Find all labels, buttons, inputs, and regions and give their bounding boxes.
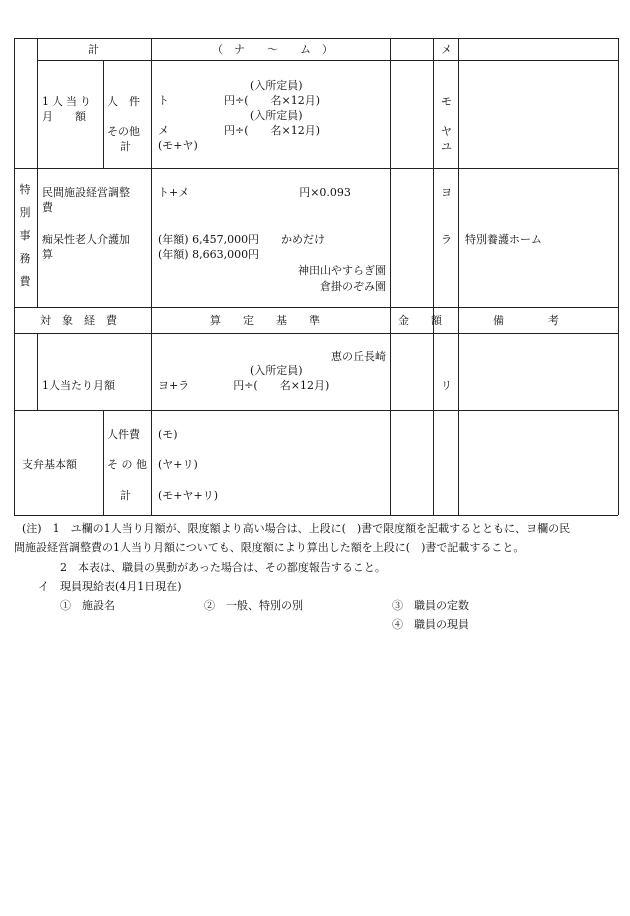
- header-amount: 金 額: [398, 314, 442, 327]
- dementia-code: ラ: [441, 233, 452, 246]
- monthly-code: リ: [441, 379, 452, 392]
- total-row-code: メ: [441, 43, 452, 56]
- dementia-item-line2: 算: [42, 248, 53, 261]
- table-rule: [458, 38, 459, 515]
- personnel-label: 人 件: [107, 95, 140, 108]
- per-capita-label-line1: 1人当り: [42, 95, 94, 108]
- list-item-facility-name: ① 施設名: [60, 599, 115, 612]
- total-row-label: 計: [88, 43, 99, 56]
- adjustment-code: ヨ: [441, 186, 452, 199]
- table-rule: [103, 410, 104, 515]
- enroll-capacity-1: (入所定員): [250, 79, 303, 92]
- table-rule: [14, 410, 618, 411]
- basic-total-formula: (モ+ヤ+リ): [158, 489, 219, 502]
- list-item-staff-current: ④ 職員の現員: [392, 618, 469, 631]
- per-capita-formula-1: ト 円÷( 名×12月): [158, 94, 321, 107]
- monthly-label: 1人当たり月額: [42, 379, 115, 392]
- adjustment-item-line1: 民間施設経営調整: [42, 186, 130, 199]
- monthly-facility: 恵の丘長崎: [331, 350, 386, 363]
- table-rule: [103, 60, 104, 168]
- basic-other-label: そ の 他: [107, 458, 147, 471]
- table-rule: [390, 38, 391, 515]
- table-rule: [14, 38, 618, 39]
- dementia-facility-2: 倉掛のぞみ園: [320, 280, 386, 293]
- special-section-label: 特 別 事 務 費: [19, 183, 31, 288]
- per-capita-formula-3: (モ+ヤ): [158, 139, 198, 152]
- per-capita-formula-2: メ 円÷( 名×12月): [158, 124, 321, 137]
- table-rule: [14, 307, 618, 308]
- basic-personnel-formula: (モ): [158, 428, 178, 441]
- monthly-enroll-capacity: (入所定員): [250, 364, 303, 377]
- table-rule: [14, 515, 618, 516]
- table-rule: [37, 168, 38, 307]
- other-label-line1: その他: [107, 125, 140, 138]
- table-rule: [37, 60, 618, 61]
- table-rule: [14, 333, 618, 334]
- basic-other-formula: (ヤ+リ): [158, 458, 198, 471]
- table-rule: [618, 38, 619, 515]
- list-item-staff-quota: ③ 職員の定数: [392, 599, 469, 612]
- other-label-line2: 計: [120, 140, 131, 153]
- table-rule: [14, 38, 15, 515]
- section-title: イ 現員現給表(4月1日現在): [38, 580, 182, 593]
- monthly-formula: ヨ+ラ 円÷( 名×12月): [158, 379, 330, 392]
- basic-personnel-label: 人件費: [107, 428, 140, 441]
- total-row-formula: （ ナ ～ ム ）: [212, 43, 333, 56]
- table-rule: [37, 38, 38, 168]
- table-rule: [14, 168, 618, 169]
- header-calculation-basis: 算 定 基 準: [210, 314, 320, 327]
- header-target-expense: 対 象 経 費: [40, 314, 117, 327]
- note-1-line1: (注) 1 ユ欄の1人当り月額が、限度額より高い場合は、上段に( )書で限度額を記載するとともに、ヨ欄の民: [22, 522, 571, 535]
- enroll-capacity-2: (入所定員): [250, 109, 303, 122]
- dementia-item-line1: 痴呆性老人介護加: [42, 233, 130, 246]
- note-2: 2 本表は、職員の異動があった場合は、その都度報告すること。: [60, 561, 386, 574]
- basic-total-label: 計: [120, 489, 131, 502]
- basic-amount-label: 支弁基本額: [22, 458, 77, 471]
- table-rule: [37, 333, 38, 410]
- table-rule: [433, 38, 434, 515]
- list-item-general-special: ② 一般、特別の別: [204, 599, 303, 612]
- per-capita-code-1: モ: [441, 95, 452, 108]
- per-capita-code-3: ユ: [441, 140, 452, 153]
- per-capita-code-2: ヤ: [441, 125, 452, 138]
- dementia-formula-1: (年額) 6,457,000円 かめだけ: [158, 233, 326, 246]
- dementia-facility-1: 神田山やすらぎ園: [298, 264, 386, 277]
- per-capita-label-line2: 月 額: [42, 110, 86, 123]
- adjustment-item-line2: 費: [42, 201, 53, 214]
- dementia-note: 特別養護ホーム: [465, 233, 542, 246]
- table-rule: [151, 38, 152, 515]
- header-remarks: 備 考: [493, 314, 559, 327]
- adjustment-formula: ト+メ 円×0.093: [158, 186, 351, 199]
- dementia-formula-2: (年額) 8,663,000円: [158, 248, 260, 261]
- note-1-line2: 間施設経営調整費の1人当り月額についても、限度額により算出した額を上段に( )書で記載すること。: [14, 541, 525, 554]
